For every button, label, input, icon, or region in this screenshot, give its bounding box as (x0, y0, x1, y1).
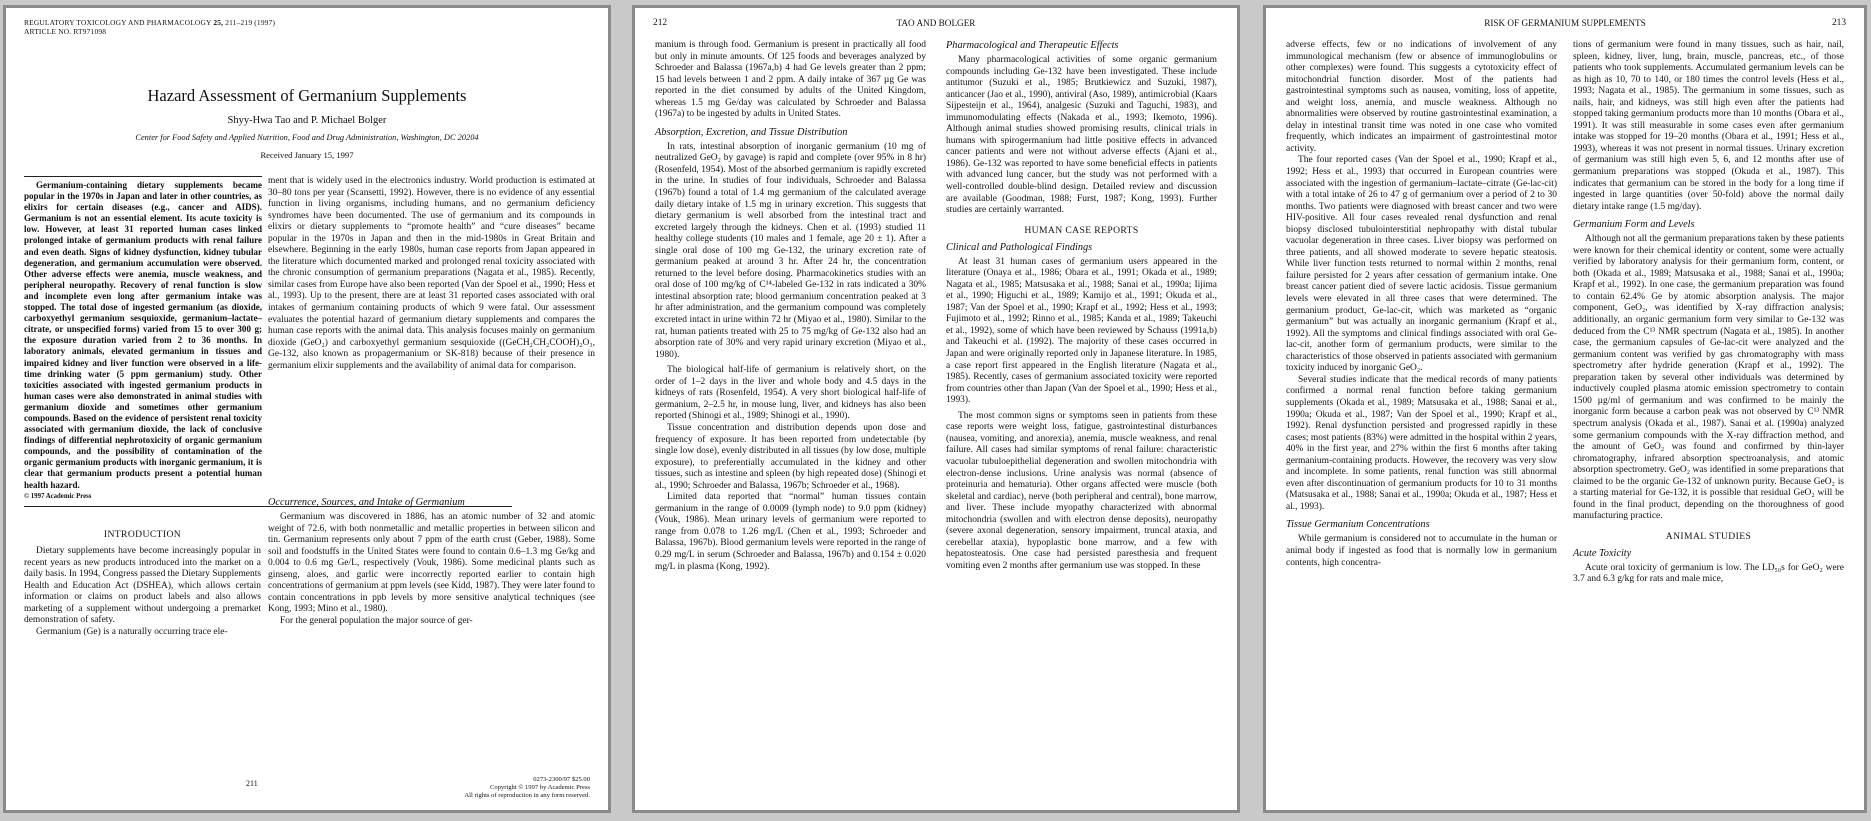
section-heading: Absorption, Excretion, and Tissue Distribution (655, 126, 848, 138)
column-2-bottom (268, 491, 595, 627)
paragraph: Although not all the germanium preparations taken by these patients were known for their chemical identity or content, some were actually verified by laboratory analysis for their germanium form, content, or both (Okada et al., 1989; Matsusaka et al., 1988; Sanai et al., 1990a; Krapf et al., 1992). In one case, the germanium preparation was found to contain 62.4% Ge by atomic absorption analysis. The major component, GeO₂, was identified by X-ray diffraction analysis; additionally, an organic germanium form very similar to Ge-132 was deduced from the C¹³ NMR spectrum (Nagata et al., 1985). In another case, the germanium capsules of Ge-lac-cit were analyzed and the germanium content was verified by gas chromatography with mass spectrometry after hydride generation (Krapf et al., 1992). The preparation taken by several other individuals was determined by inductively coupled plasma atomic emission spectrometry to contain 1500 µg/ml of germanium and was confirmed to be mainly the inorganic form because a carbon peak was not observed by C¹³ NMR spectrum analysis (Okada et al., 1987). Sanai et al. (1990a) analyzed some germanium compounds with the X-ray diffraction method, and the amount of GeO₂ was found and confirmed by thin-layer chromatography, infrared absorption spectroanalysis, and atomic absorption spectrometry. GeO₂ was identified in some preparations that claimed to be the organic Ge-132 of unknown purity. Because GeO₂ is a starting material for Ge-132, it is possible that residual GeO₂ will be found in the final product, depending on the thoroughness of good manufacturing practice. (1573, 234, 1844, 522)
paragraph: Germanium was discovered in 1886, has an atomic number of 32 and atomic weight of 72.6, with both nonmetallic and metallic properties in between silicon and tin. Germanium represents only about 7 ppm of the earth crust (Geber, 1988). Some soil and foodstuffs in the United States were found to contain 0.6–1.3 mg Ge/kg and 0.004 to 0.6 mg Ge/L, respectively (Vouk, 1986). Some medicinal plants such as ginseng, aloes, and garlic were incorrectly reported earlier to contain high concentrations of germanium at ppm levels (see Kidd, 1987). They were later found to contain concentrations in ppb levels by more sensitive analytical techniques (see Kong, 1993; Mino et al., 1980). (268, 512, 595, 615)
section-heading: Occurrence, Sources, and Intake of Germanium (268, 497, 465, 508)
paragraph: The four reported cases (Van der Spoel et al., 1990; Krapf et al., 1992; Hess et al., 1993) that occurred in European countries were associated with the ingestion of germanium–lactate–citrate (Ge-lac-cit) with a total intake of 26 to 47 g of germanium over a period of 2 to 30 months. Two patients were diagnosed with breast cancer and two were HIV-positive. All four cases revealed renal dysfunction and renal biopsy disclosed tubulointerstitial nephropathy with distal tubular vacuolar degeneration in three cases. Liver biopsy was performed on three patients, and all showed moderate to severe hepatic steatosis. While liver function tests returned to normal within 2 months, renal failure persisted for 2 years after cessation of germanium intake. One breast cancer patient died of severe lactic acidosis. Tissue germanium levels were elevated in all three cases that were determined. The germanium product, Ge-lac-cit, which was marketed as “organic germanium” but was actually an inorganic germanium (Krapf et al., 1992). All the symptoms and clinical findings associated with oral Ge-lac-cit, another form of germanium products, were similar to the characteristics of those observed in patients associated with germanium toxicity induced by inorganic GeO₂. (1286, 155, 1557, 374)
body-columns (1286, 40, 1844, 802)
column-1 (655, 40, 926, 573)
affiliation: Center for Food Safety and Applied Nutrition, Food and Drug Administration, Washington, DC 20204 (135, 133, 479, 142)
section-heading: ANIMAL STUDIES (1665, 530, 1752, 542)
page-number: 213 (1831, 18, 1846, 28)
copyright-notice: © 1997 Academic Press (24, 492, 92, 500)
paragraph: Many pharmacological activities of some organic germanium compounds including Ge-132 have been investigated. These include antitumor (Suzuki et al., 1985; Brutkiewicz and Suzuki, 1987), anticancer (Jao et al., 1990), antiviral (Aso, 1989), antimicrobial (Kaars Sijpesteijn et al., 1964), analgesic (Suzuki and Taguchi, 1983), and immunomodulating effects (Nakada et al., 1993; Ikemoto, 1996). Although animal studies showed promising results, clinical trials in humans with spirogermanium had little positive effects in advanced cancer patients and were not without adverse effects (Ajani et al., 1986). Ge-132 was reported to have some beneficial effects in patients with advanced lung cancer, but the study was not performed with a well-controlled double-blind design. Detailed review and discussion are available (Goodman, 1988; Furst, 1987; Kong, 1993). Further studies are certainly warranted. (946, 55, 1217, 216)
page-number: 212 (653, 18, 668, 28)
paragraph: Dietary supplements have become increasingly popular in recent years as new products introduced into the market on a daily basis. In 1994, Congress passed the Dietary Supplements Health and Education Act (DSHEA), which allows certain information or claims on product labels and also allows marketing of a supplement without undergoing a premarket demonstration of safety. (24, 546, 261, 626)
paragraph: In rats, intestinal absorption of inorganic germanium (10 mg of neutralized GeO₂ by gavage) is rapid and complete (over 95% in 8 hr) (Rosenfeld, 1954). Most of the absorbed germanium is rapidly excreted in the urine. In studies of four individuals, Schroeder and Balassa (1967b) found a total of 1.4 mg germanium of the calculated average daily dietary intake of 1.5 mg in urinary excretion. This suggests that dietary germanium is well absorbed from the intestinal tract and excreted largely through the kidneys. Chen et al. (1993) studied 11 healthy college students (10 males and 1 female, age 20 ± 1). After a single oral dose of 100 mg Ge-132, the urinary excretion rate of germanium peaked at around 3 hr. After 24 hr, the concentration returned to the level before dosing. Pharmacokinetics studies with an oral dose of 100 mg/kg of C¹⁴-labeled Ge-132 in rats indicated a 30% intestinal absorption rate; blood germanium concentration peaked at 3 hr after administration, and the germanium compound was completely excreted intact in urine within 72 hr (Miyao et al., 1980). Similar to the rat, human patients treated with 25 to 75 mg/kg of Ge-132 also had an absorption rate of 30% and very rapid urinary excretion (Miyao et al., 1980). (655, 141, 926, 360)
paragraph: Several studies indicate that the medical records of many patients confirmed a normal renal function before taking germanium supplements (Okada et al., 1989; Matsusaka et al., 1988; Sanai et al., 1990a; Okuda et al., 1987; Van der Spoel et al., 1990; Krapf et al., 1992). Renal dysfunction persisted and progressed rapidly in these cases; most patients (83%) were admitted in the hospital within 2 years, 40% in the first year, and 27% within the first 6 months after taking germanium-containing products. However, the recovery was very slow and incomplete. In some patients, renal function was still abnormal even after discontinuation of germanium products for 10 to 31 months (Matsusaka et al., 1988; Sanai et al., 1990a; Okuda et al., 1987; Hess et al., 1993). (1286, 374, 1558, 512)
divider (24, 176, 262, 177)
paragraph: While germanium is considered not to accumulate in the human or animal body if ingested as food that is normally low in germanium contents, high concentra- (1286, 534, 1557, 568)
paragraph: Acute oral toxicity of germanium is low. The LD₅₀s for GeO₂ were 3.7 and 6.3 g/kg for rats and male mice, (1573, 562, 1844, 585)
paragraph: ment that is widely used in the electronics industry. World production is estimated at 30–80 tons per year (Scansetti, 1992). However, there is no evidence of any essential function in living organisms, including humans, and no germanium deficiency syndromes have been documented. The use of germanium and its compounds in elixirs or dietary supplements to “promote health” and “cure diseases” became popular in the 1970s in Japan and then in the mid-1980s in Great Britain and elsewhere. Beginning in the early 1980s, human case reports from Japan appeared in the literature which documented marked and prolonged renal toxicity associated with the chronic consumption of germanium preparations (Nagata et al., 1985). Recently, similar cases from Europe have also been reported (Van der Spoel et al., 1990; Hess et al., 1993). Up to the present, there are at least 31 reported cases associated with oral intakes of germanium containing products of which 9 were fatal. Our assessment evaluates the potential hazard of germanium dietary supplements and compares the human case reports with the animal data. This analysis focuses mainly on germanium dioxide (GeO₂) and carboxyethyl germanium sesquioxide ((GeCH₂CH₂COOH)₂O₃, Ge-132, also known as propagermanium or SK-818) because of their presence in germanium elixir supplements and the availability of animal data for comparison. (268, 176, 595, 371)
running-head: TAO AND BOLGER (896, 18, 976, 28)
paragraph: Germanium (Ge) is a naturally occurring trace ele- (36, 626, 228, 637)
paragraph: adverse effects, few or no indications of involvement of any immunological mechanism (few or absence of immunoglobulins or other complexes) were found. This suggests a cytotoxicity effect of mitochondrial function disorder. Most of the patients had gastrointestinal symptoms such as nausea, vomiting, loss of appetite, and weight loss, anemia, and muscle weakness. Although no abnormalities were observed by routine gastrointestinal examination, a delay in intestinal transit time was noted in one case who vomited frequently, which indicates an impairment of gastrointestinal motor activity. (1286, 40, 1557, 154)
paragraph: For the general population the major source of ger- (280, 615, 473, 626)
column-1-bottom (24, 521, 261, 638)
body-columns (655, 40, 1217, 802)
section-heading: Germanium Form and Levels (1573, 219, 1695, 231)
paragraph: tions of germanium were found in many tissues, such as hair, nail, spleen, kidney, liver, lung, brain, muscle, pancreas, etc., of those patients who took supplements. Accumulated germanium levels can be as high as 10, 70 to 140, or 180 times the control levels (Hess et al., 1993; Nagata et al., 1985). The germanium in some tissues, such as nails, hair, and kidneys, was still high even after the patients had stopped taking germanium products more than 10 months (Obara et al., 1991). It was still measurable in some cases even after germanium intake was stopped for 19–20 months (Obara et al., 1991; Hess et al., 1993), whereas it was not present in normal tissues. Urinary excretion of germanium was still high even 5, 6, and 12 months after use of germanium preparations was stopped (Okuda et al., 1987). This indicates that germanium can be stored in the body for a long time if ingested in large quantities (over 50-fold) above the normal daily dietary intake range (1.5 mg/day). (1573, 40, 1844, 212)
received-date: Received January 15, 1997 (260, 150, 354, 160)
section-heading: HUMAN CASE REPORTS (1024, 224, 1139, 236)
paragraph: The most common signs or symptoms seen in patients from these case reports were weight loss, fatigue, gastrointestinal disturbances (nausea, vomiting, and anorexia), anemia, muscle weakness, and renal failure. All cases had similar symptoms of renal failure: characteristic vacuolar tubuloepithelial degeneration and swollen mitochondria with electron-dense inclusions. Urine analysis was normal (absence of proteinuria and hematuria). Other organs affected were muscle (both skeletal and cardiac), nerve (both peripheral and central), bone marrow, and liver. These include myopathy characterized with abnormal mitochondria (swollen and with electron dense deposits), neuropathy (severe axonal degeneration, sensory impairment, truncal ataxia, and cerebellar ataxia), hypoplastic bone marrow, and a few with hepatosteatosis. One case had persisted paresthesia and frequent vomiting even 2 months after germanium use was stopped. In these (946, 410, 1217, 571)
page-212 (632, 5, 1240, 813)
paragraph: Tissue concentration and distribution depends upon dose and frequency of exposure. It has been reported from undetectable (by single low dose), evenly distributed in all tissues (by low dose, multiple exposure), to preferentially accumulated in the kidney and other tissues, such as intestine and spleen (by high repeated dose) (Shinogi et al., 1990; Schroeder and Balassa, 1967b; Schroeder et al., 1968). (655, 422, 926, 491)
journal-header: REGULATORY TOXICOLOGY AND PHARMACOLOGY 25, 211–219 (1997) ARTICLE NO. RT971098 (24, 18, 276, 36)
page-211 (3, 5, 611, 813)
column-1 (1286, 40, 1557, 569)
paragraph: At least 31 human cases of germanium users appeared in the literature (Onaya et al., 1986; Obara et al., 1991; Okada et al., 1989; Nagata et al., 1985; Matsusaka et al., 1988; Sanai et al., 1990a; Iijima et al., 1990; Higuchi et al., 1989; Kamijo et al., 1991; Okuda et al., 1987; Van der Spoel et al., 1990; Krapf et al., 1992; Hess et al., 1993; Fujimoto et al., 1992; Rinno et al., 1985; Kanda et al., 1989; Takeuchi et al., 1992), some of which have been reviewed by Schauss (1991a,b) and Takeuchi et al. (1992). The majority of these cases occurred in Japan and were originally reported only in Japanese literature. In 1985, a case report first appeared in the English literature (Nagata et al., 1985). Recently, cases of germanium associated toxicity were reported from countries other than Japan (Van der Spoel et al., 1990; Hess et al., 1993). (946, 256, 1217, 406)
abstract-text: Germanium-containing dietary supplements became popular in the 1970s in Japan and later in other countries, as elixirs for certain diseases (e.g., cancer and AIDS). Germanium is not an essential element. Its acute toxicity is low. However, at least 31 reported human cases linked prolonged intake of germanium products with renal failure and even death. Signs of kidney dysfunction, kidney tubular degeneration, and germanium accumulation were observed. Other adverse effects were anemia, muscle weakness, and peripheral neuropathy. Recovery of renal function is slow and incomplete even long after germanium intake was stopped. The total dose of ingested germanium (as dioxide, carboxyethyl germanium sesquioxide, germanium–lactate–citrate, or unspecified forms) varied from 15 to over 300 g; the exposure duration varied from 2 to 36 months. In laboratory animals, elevated germanium in tissues and impaired kidney and liver function were observed in a life-time drinking water (5 ppm germanium) study. Other toxicities associated with ingested germanium products in human cases were also demonstrated in animal studies with germanium dioxide and sometimes other germanium compounds. Based on the evidence of persistent renal toxicity associated with germanium dioxide, the lack of conclusive findings of differential nephrotoxicity of organic germanium compounds, and the possibility of contamination of the organic germanium products with inorganic germanium, it is clear that germanium products present a potential human health hazard. (24, 180, 262, 490)
page-213 (1263, 5, 1867, 813)
column-2 (946, 40, 1217, 572)
running-head: RISK OF GERMANIUM SUPPLEMENTS (1484, 18, 1646, 28)
paragraph: manium is through food. Germanium is present in practically all food but only in minute amounts. Of 125 foods and beverages analyzed by Schroeder and Balassa (1967a,b) 4 had Ge levels greater than 2 ppm; 15 had levels between 1 and 2 ppm. A daily intake of 367 µg Ge was reported in the diet consumed by adults of the United Kingdom, whereas 1.5 mg Ge/day was calculated by Schroeder and Balassa (1967a) to be ingested by adults in United States. (655, 40, 926, 120)
section-heading: Tissue Germanium Concentrations (1286, 519, 1430, 531)
page-number: 211 (246, 779, 258, 788)
column-2 (1573, 40, 1844, 586)
section-heading: INTRODUCTION (103, 529, 182, 540)
paragraph: The biological half-life of germanium is relatively short, on the order of 1–2 days in the liver and whole body and 4.5 days in the kidneys of rats (Rosenfeld, 1954). A very short biological half-life of germanium, 2–2.5 hr, in mouse lung, liver, and kidneys has also been reported (Shinogi et al., 1989; Shinogi et al., 1990). (655, 365, 926, 422)
column-2-top (268, 176, 595, 372)
article-title: Hazard Assessment of Germanium Supplements (147, 86, 467, 105)
section-heading: Pharmacological and Therapeutic Effects (946, 40, 1119, 51)
subsection-heading: Acute Toxicity (1573, 547, 1632, 559)
subsection-heading: Clinical and Pathological Findings (946, 241, 1093, 253)
abstract (24, 176, 262, 507)
authors: Shyy-Hwa Tao and P. Michael Bolger (227, 115, 387, 126)
paragraph: Limited data reported that “normal” human tissues contain germanium in the range of 0.0009 (lymph node) to 9.0 ppm (kidney) (Vouk, 1986). Mean urinary levels of germanium were reported to range from 0.078 to 1.26 mg/L (Chen et al., 1993; Schroeder and Balassa, 1967b). Blood germanium levels were reported in the range of 0.29 mg/L in serum (Schroeder and Balassa, 1967b) and 0.154 ± 0.020 mg/L in plasma (Kong, 1992). (655, 492, 926, 572)
issn-block: 0273-2300/97 $25.00 Copyright © 1997 by Academic Press All rights of reproduction in any form reserved. (464, 776, 590, 799)
